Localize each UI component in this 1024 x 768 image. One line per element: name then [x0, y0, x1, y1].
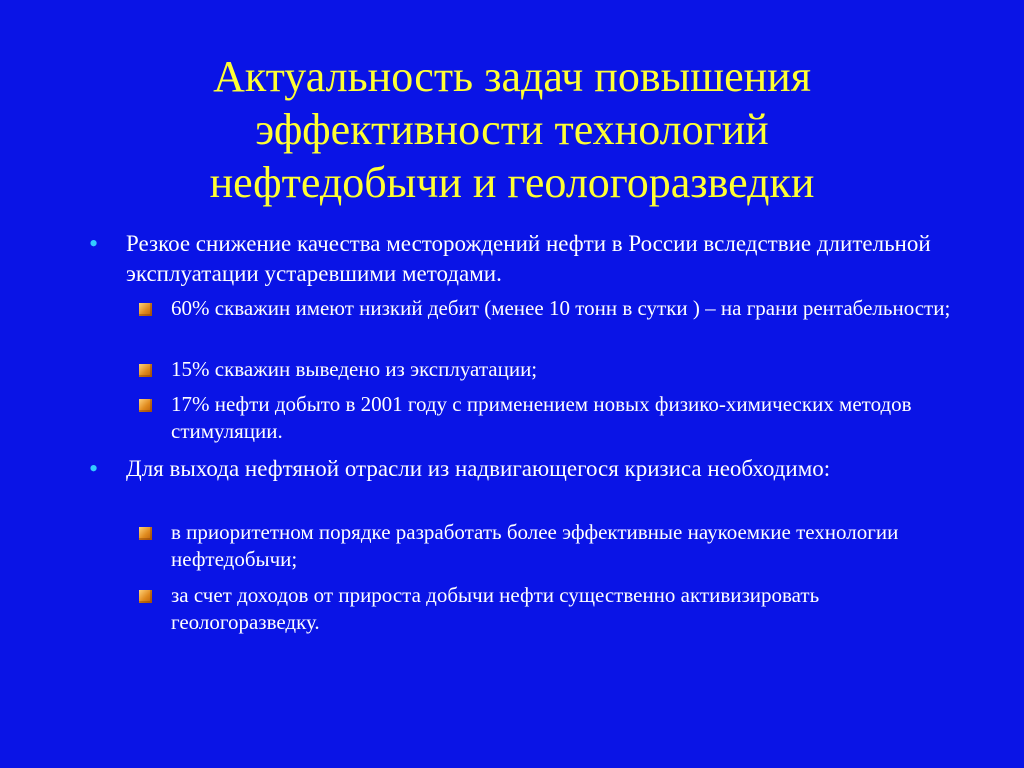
square-bullet-icon [139, 364, 152, 377]
sub-bullet-text: 17% нефти добыто в 2001 году с применением новых физико-химических методов стимуляции. [171, 392, 912, 443]
square-bullet-icon [139, 527, 152, 540]
bullet-dot-icon: • [89, 454, 99, 483]
bullet-item-1 [89, 229, 946, 289]
slide-title [40, 50, 984, 209]
square-bullet-icon [139, 399, 152, 412]
square-bullet-icon [139, 303, 152, 316]
bullet-dot-icon: • [89, 229, 99, 258]
bullet-text: Для выхода нефтяной отрасли из надвигающегося кризиса необходимо: [126, 456, 831, 481]
sub-bullet-text: 60% скважин имеют низкий дебит (менее 10 тонн в сутки ) – на грани рентабельности; [171, 296, 951, 320]
title-line-3: нефтедобычи и геологоразведки [209, 158, 815, 207]
bullet-text: Резкое снижение качества месторождений нефти в России вследствие длительной эксплуатации устаревшими методами. [126, 231, 931, 286]
sub-bullet-item-1-1 [171, 295, 971, 322]
sub-bullet-item-1-3 [171, 391, 971, 445]
sub-bullet-item-1-2 [171, 356, 971, 383]
title-line-2: эффективности технологий [255, 105, 769, 154]
sub-bullet-item-2-1 [171, 519, 971, 573]
sub-bullet-text: за счет доходов от прироста добычи нефти существенно активизировать геологоразведку. [171, 583, 820, 634]
title-line-1: Актуальность задач повышения [213, 52, 811, 101]
sub-bullet-text: 15% скважин выведено из эксплуатации; [171, 357, 538, 381]
square-bullet-icon [139, 590, 152, 603]
sub-bullet-text: в приоритетном порядке разработать более эффективные наукоемкие технологии нефтедобычи; [171, 520, 899, 571]
bullet-item-2 [89, 454, 946, 484]
sub-bullet-item-2-2 [171, 582, 971, 636]
